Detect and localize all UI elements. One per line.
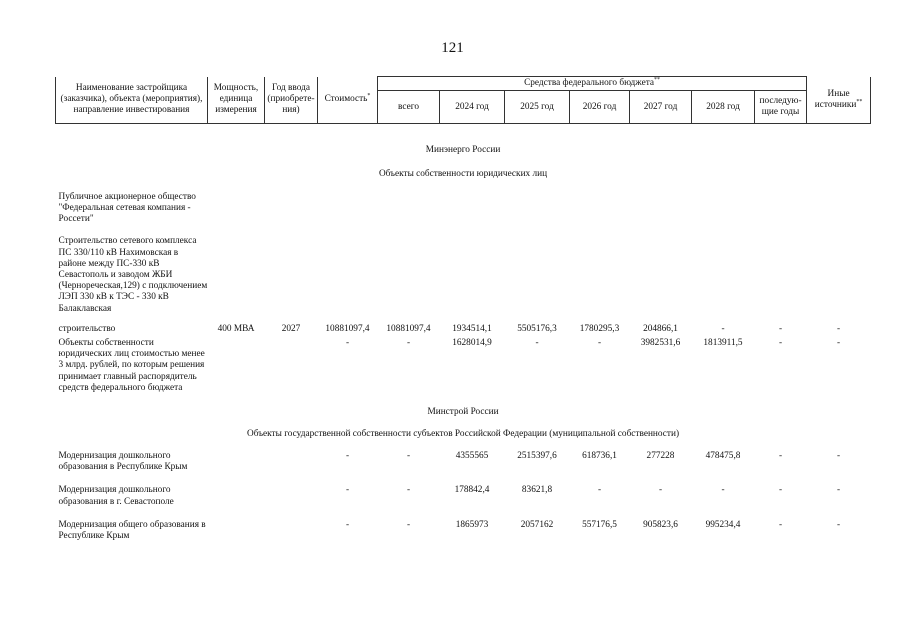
cell-later: - bbox=[778, 485, 783, 496]
table-row-small-objects bbox=[56, 335, 871, 394]
header-cost: Стоимость* bbox=[318, 77, 378, 124]
cell-2027: 3982531,6 bbox=[640, 337, 681, 348]
cell-other: - bbox=[837, 337, 841, 348]
cell-2026: 557176,5 bbox=[582, 519, 617, 530]
cell-year: 2027 bbox=[281, 323, 301, 334]
cell-2026: 618736,1 bbox=[582, 450, 617, 461]
header-total: всего bbox=[378, 91, 440, 124]
section-minenergo: Минэнерго России bbox=[425, 144, 501, 155]
header-other-sources: Иные источники** bbox=[807, 77, 871, 124]
cell-total: - bbox=[406, 519, 411, 530]
cell-other: - bbox=[837, 485, 841, 496]
cell-name: строительство bbox=[58, 323, 116, 334]
row-rosseti-name: Публичное акционерное общество "Федеральная сетевая компания - Россети" bbox=[58, 191, 196, 225]
cell-total: - bbox=[406, 485, 411, 496]
cell-name: Модернизация дошкольного образования в Республике Крым bbox=[58, 450, 188, 473]
cell-2028: - bbox=[721, 485, 725, 496]
cell-2024: 4355565 bbox=[455, 450, 489, 461]
cell-cost: - bbox=[345, 337, 350, 348]
section-state-property: Объекты государственной собственности субъектов Российской Федерации (муниципальной собственности) bbox=[247, 428, 680, 439]
table-header bbox=[56, 77, 871, 124]
cell-2026: - bbox=[597, 485, 602, 496]
cell-power bbox=[208, 335, 265, 394]
cell-name: Модернизация общего образования в Республике Крым bbox=[58, 519, 206, 541]
table-row-general-crimea bbox=[56, 508, 871, 542]
header-2025: 2025 год bbox=[505, 91, 570, 124]
cell-2027: 204866,1 bbox=[643, 323, 678, 334]
cell-2025: 5505176,3 bbox=[517, 323, 557, 334]
cell-total: - bbox=[406, 337, 411, 348]
section-minstroy: Минстрой России bbox=[427, 406, 499, 417]
cell-2025: 83621,8 bbox=[521, 485, 553, 496]
cell-total: - bbox=[406, 450, 411, 461]
cell-2025: 2057162 bbox=[520, 519, 554, 530]
cell-2024: 1865973 bbox=[455, 519, 489, 530]
header-2026: 2026 год bbox=[570, 91, 630, 124]
table-row-preschool-sevastopol bbox=[56, 473, 871, 507]
cell-2027: - bbox=[658, 485, 663, 496]
cell-later: - bbox=[778, 519, 783, 530]
cell-other: - bbox=[837, 450, 841, 461]
table-row-preschool-crimea bbox=[56, 440, 871, 473]
header-name: Наименование застройщика (заказчика), объекта (мероприятия), направление инвестирования bbox=[56, 77, 208, 124]
cell-later: - bbox=[778, 450, 783, 461]
page-number: 121 bbox=[441, 40, 464, 56]
cell-total: 10881097,4 bbox=[386, 323, 431, 334]
cell-2028: - bbox=[721, 323, 725, 334]
cell-2027: 905823,6 bbox=[643, 519, 678, 530]
cell-year bbox=[265, 335, 318, 394]
cell-2028: 995234,4 bbox=[705, 519, 741, 530]
cell-cost: - bbox=[345, 519, 350, 530]
header-2027: 2027 год bbox=[630, 91, 692, 124]
table-row-construction bbox=[56, 315, 871, 335]
cell-2024: 178842,4 bbox=[454, 485, 490, 496]
row-network-name: Строительство сетевого комплекса ПС 330/110 кВ Нахимовская в районе между ПС-330 кВ Севастополь и заводом ЖБИ (Чернореческая,129) с подключением ЛЭП 330 кВ к ТЭС - 330 кВ Балаклавская bbox=[58, 236, 208, 314]
cell-cost: 10881097,4 bbox=[325, 323, 370, 334]
cell-later: - bbox=[778, 337, 783, 348]
header-2024: 2024 год bbox=[440, 91, 505, 124]
cell-2026: - bbox=[597, 337, 602, 348]
cell-cost: - bbox=[345, 485, 350, 496]
header-federal-budget: Средства федерального бюджета** bbox=[378, 77, 807, 91]
cell-2025: 2515397,6 bbox=[517, 450, 557, 461]
cell-name: Модернизация дошкольного образования в г. Севастополе bbox=[58, 485, 174, 507]
cell-2028: 478475,8 bbox=[705, 450, 741, 461]
cell-2028: 1813911,5 bbox=[703, 337, 743, 348]
cell-name: Объекты собственности юридических лиц стоимостью менее 3 млрд. рублей, по которым решения принимает главный распорядитель средств федерального бюджета bbox=[58, 337, 205, 393]
cell-2027: 277228 bbox=[646, 450, 675, 461]
section-legal-entities: Объекты собственности юридических лиц bbox=[378, 168, 548, 179]
header-later-years: последую-щие годы bbox=[755, 91, 807, 124]
cell-other: - bbox=[837, 323, 841, 334]
cell-2026: 1780295,3 bbox=[579, 323, 620, 334]
budget-table bbox=[55, 76, 871, 542]
cell-later: - bbox=[778, 323, 783, 334]
cell-cost: - bbox=[345, 450, 350, 461]
header-2028: 2028 год bbox=[692, 91, 755, 124]
cell-2024: 1934514,1 bbox=[452, 323, 492, 334]
cell-2024: 1628014,9 bbox=[452, 337, 492, 348]
header-year: Год ввода (приобрете-ния) bbox=[265, 77, 318, 124]
cell-2025: - bbox=[535, 337, 539, 348]
cell-power: 400 МВА bbox=[217, 323, 255, 334]
cell-other: - bbox=[837, 519, 841, 530]
header-power: Мощность, единица измерения bbox=[208, 77, 265, 124]
